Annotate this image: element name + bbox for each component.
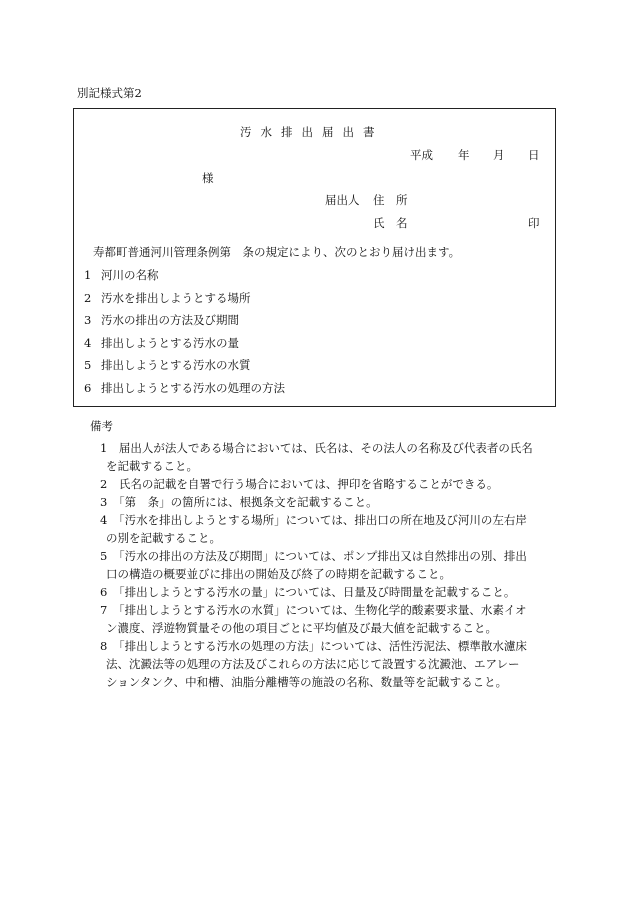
address-label: 住 所 (373, 193, 408, 207)
item-text: 排出しようとする汚水の水質 (101, 358, 251, 372)
form-title: 汚水排出届出書 (240, 125, 384, 139)
note-line: 8 「排出しようとする汚水の処理の方法」については、活性汚泥法、標準散水濾床 (100, 639, 527, 653)
form-label: 別記様式第2 (77, 86, 142, 100)
note-line: 3 「第 条」の箇所には、根拠条文を記載すること。 (100, 495, 378, 509)
notes-heading: 備考 (90, 419, 113, 433)
item-text: 河川の名称 (101, 268, 159, 282)
seal-mark: 印 (528, 216, 540, 230)
note-line: 7 「排出しようとする汚水の水質」については、生物化学的酸素要求量、水素イオ (100, 603, 527, 617)
item-number: 2 (84, 291, 92, 305)
item-number: 3 (84, 313, 92, 327)
addressee-suffix: 様 (202, 171, 214, 185)
form-item (84, 312, 239, 328)
date-year-unit: 年 (458, 148, 470, 162)
date-era: 平成 (410, 148, 433, 162)
note-line: を記載すること。 (106, 459, 198, 473)
item-text: 汚水の排出の方法及び期間 (101, 313, 239, 327)
intro-text: 寿都町普通河川管理条例第 条の規定により、次のとおり届け出ます。 (93, 245, 461, 259)
form-item (84, 380, 285, 396)
notifier-label: 届出人 (325, 193, 360, 207)
note-line: ン濃度、浮遊物質量その他の項目ごとに平均値及び最大値を記載すること。 (106, 621, 497, 635)
note-line: 口の構造の概要並びに排出の開始及び終了の時期を記載すること。 (106, 567, 451, 581)
note-line: 法、沈澱法等の処理の方法及びこれらの方法に応じて設置する沈澱池、エアレー (106, 657, 520, 671)
item-number: 5 (84, 358, 92, 372)
note-line: 4 「汚水を排出しようとする場所」については、排出口の所在地及び河川の左右岸 (100, 513, 527, 527)
form-item (84, 357, 251, 373)
form-item (84, 335, 239, 351)
name-label: 氏 名 (373, 216, 408, 230)
note-line: 5 「汚水の排出の方法及び期間」については、ポンプ排出又は自然排出の別、排出 (100, 549, 527, 563)
item-number: 4 (84, 336, 92, 350)
item-text: 排出しようとする汚水の処理の方法 (101, 381, 285, 395)
item-text: 汚水を排出しようとする場所 (101, 291, 251, 305)
date-month-unit: 月 (493, 148, 505, 162)
note-line: 6 「排出しようとする汚水の量」については、日量及び時間量を記載すること。 (100, 585, 516, 599)
form-item (84, 290, 251, 306)
item-number: 1 (84, 268, 92, 282)
date-day-unit: 日 (528, 148, 540, 162)
note-line: 1 届出人が法人である場合においては、氏名は、その法人の名称及び代表者の氏名 (100, 441, 533, 455)
note-line: の別を記載すること。 (106, 531, 221, 545)
item-text: 排出しようとする汚水の量 (101, 336, 239, 350)
note-line: ションタンク、中和槽、油脂分離槽等の施設の名称、数量等を記載すること。 (106, 675, 508, 689)
note-line: 2 氏名の記載を自署で行う場合においては、押印を省略することができる。 (100, 477, 499, 491)
item-number: 6 (84, 381, 92, 395)
form-item (84, 267, 159, 283)
